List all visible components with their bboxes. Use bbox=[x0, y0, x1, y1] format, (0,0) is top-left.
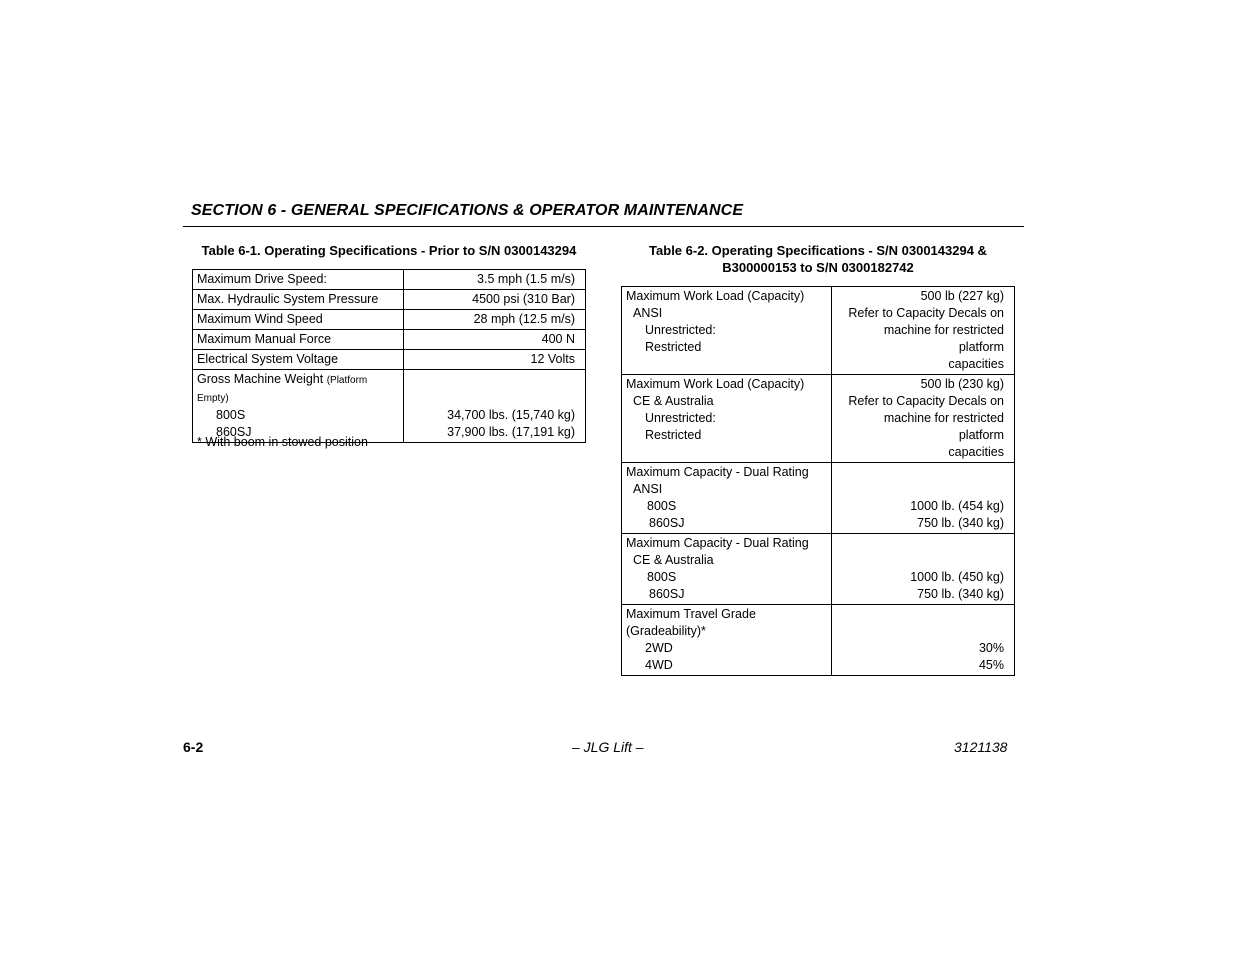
row-value: 1000 lb. (450 kg) bbox=[910, 570, 1004, 584]
row-heading: Maximum Work Load (Capacity) bbox=[626, 377, 805, 391]
row-sub-item: Restricted bbox=[645, 340, 702, 354]
model-860sj: 860SJ bbox=[216, 425, 252, 439]
table-row bbox=[622, 287, 1015, 375]
row-sub-item: Unrestricted: bbox=[645, 323, 716, 337]
table2-value-cell bbox=[832, 534, 1015, 605]
row-value: 750 lb. (340 kg) bbox=[917, 587, 1004, 601]
footer-brand: – JLG Lift – bbox=[572, 739, 644, 755]
table-row bbox=[622, 534, 1015, 605]
table-row bbox=[622, 605, 1015, 676]
row-standard: ANSI bbox=[633, 306, 663, 320]
row-sub-item: 4WD bbox=[645, 658, 673, 672]
table2-label-cell bbox=[622, 534, 832, 605]
table2 bbox=[621, 286, 1015, 676]
table2-value-cell bbox=[832, 463, 1015, 534]
row-value: 750 lb. (340 kg) bbox=[917, 516, 1004, 530]
row-value: 500 lb (227 kg) bbox=[920, 289, 1004, 303]
table1-label: Maximum Wind Speed bbox=[193, 310, 404, 330]
table2-value-cell bbox=[832, 375, 1015, 463]
model-860sj: 860SJ bbox=[649, 587, 685, 601]
table2-caption-line2: B300000153 to S/N 0300182742 bbox=[722, 260, 914, 275]
row-value: 500 lb (230 kg) bbox=[920, 377, 1004, 391]
row-value: 1000 lb. (454 kg) bbox=[910, 499, 1004, 513]
row-value: capacities bbox=[948, 357, 1004, 371]
table1-gross-value-cell bbox=[404, 370, 586, 443]
row-value: 30% bbox=[978, 641, 1004, 655]
model-800s: 800S bbox=[216, 408, 246, 422]
table-row bbox=[193, 270, 586, 290]
section-title: SECTION 6 - GENERAL SPECIFICATIONS & OPERATOR MAINTENANCE bbox=[191, 202, 744, 219]
row-value: Refer to Capacity Decals on bbox=[848, 306, 1004, 320]
table1-label: Max. Hydraulic System Pressure bbox=[193, 290, 404, 310]
table1 bbox=[192, 269, 586, 443]
table2-label-cell bbox=[622, 605, 832, 676]
table2-caption-line1: Table 6-2. Operating Specifications - S/N 0300143294 & bbox=[649, 243, 987, 258]
table1-label: Electrical System Voltage bbox=[193, 350, 404, 370]
table-row bbox=[193, 310, 586, 330]
page-number: 6-2 bbox=[183, 739, 204, 755]
table1-value: 12 Volts bbox=[404, 350, 586, 370]
table-row bbox=[193, 370, 586, 443]
table2-label-cell bbox=[622, 375, 832, 463]
row-heading: Maximum Capacity - Dual Rating bbox=[626, 465, 809, 479]
weight-860sj: 37,900 lbs. (17,191 kg) bbox=[447, 425, 575, 439]
table-row bbox=[193, 350, 586, 370]
row-heading: Maximum Travel Grade (Gradeability)* bbox=[626, 607, 756, 638]
table1-caption: Table 6-1. Operating Specifications - Prior to S/N 0300143294 bbox=[201, 243, 577, 258]
table-row bbox=[193, 290, 586, 310]
model-800s: 800S bbox=[647, 499, 677, 513]
gross-weight-label: Gross Machine Weight bbox=[197, 372, 324, 386]
table2-value-cell bbox=[832, 287, 1015, 375]
table2-label-cell bbox=[622, 463, 832, 534]
table1-label: Maximum Manual Force bbox=[193, 330, 404, 350]
model-800s: 800S bbox=[647, 570, 677, 584]
table2-label-cell bbox=[622, 287, 832, 375]
row-standard: CE & Australia bbox=[633, 394, 714, 408]
table-row bbox=[622, 463, 1015, 534]
row-standard: ANSI bbox=[633, 482, 663, 496]
header-rule bbox=[183, 226, 1024, 227]
table1-value: 4500 psi (310 Bar) bbox=[404, 290, 586, 310]
table1-label: Maximum Drive Speed: bbox=[193, 270, 404, 290]
table1-footnote: * With boom in stowed position bbox=[197, 435, 368, 449]
row-sub-item: Restricted bbox=[645, 428, 702, 442]
row-heading: Maximum Work Load (Capacity) bbox=[626, 289, 805, 303]
row-standard: CE & Australia bbox=[633, 553, 714, 567]
row-value: machine for restricted platform bbox=[883, 323, 1004, 354]
model-860sj: 860SJ bbox=[649, 516, 685, 530]
table1-value: 28 mph (12.5 m/s) bbox=[404, 310, 586, 330]
row-heading: Maximum Capacity - Dual Rating bbox=[626, 536, 809, 550]
table2-value-cell bbox=[832, 605, 1015, 676]
row-sub-item: 2WD bbox=[645, 641, 673, 655]
gross-weight-qualifier: (Platform Empty) bbox=[197, 375, 368, 404]
table2-caption bbox=[620, 242, 1016, 276]
table-row bbox=[193, 330, 586, 350]
table1-value: 400 N bbox=[404, 330, 586, 350]
row-value: machine for restricted platform bbox=[883, 411, 1004, 442]
table1-gross-label-cell bbox=[193, 370, 404, 443]
table-row bbox=[622, 375, 1015, 463]
table1-value: 3.5 mph (1.5 m/s) bbox=[404, 270, 586, 290]
row-value: Refer to Capacity Decals on bbox=[848, 394, 1004, 408]
row-sub-item: Unrestricted: bbox=[645, 411, 716, 425]
row-value: 45% bbox=[978, 658, 1004, 672]
weight-800s: 34,700 lbs. (15,740 kg) bbox=[447, 408, 575, 422]
document-number: 3121138 bbox=[954, 739, 1008, 755]
row-value: capacities bbox=[948, 445, 1004, 459]
